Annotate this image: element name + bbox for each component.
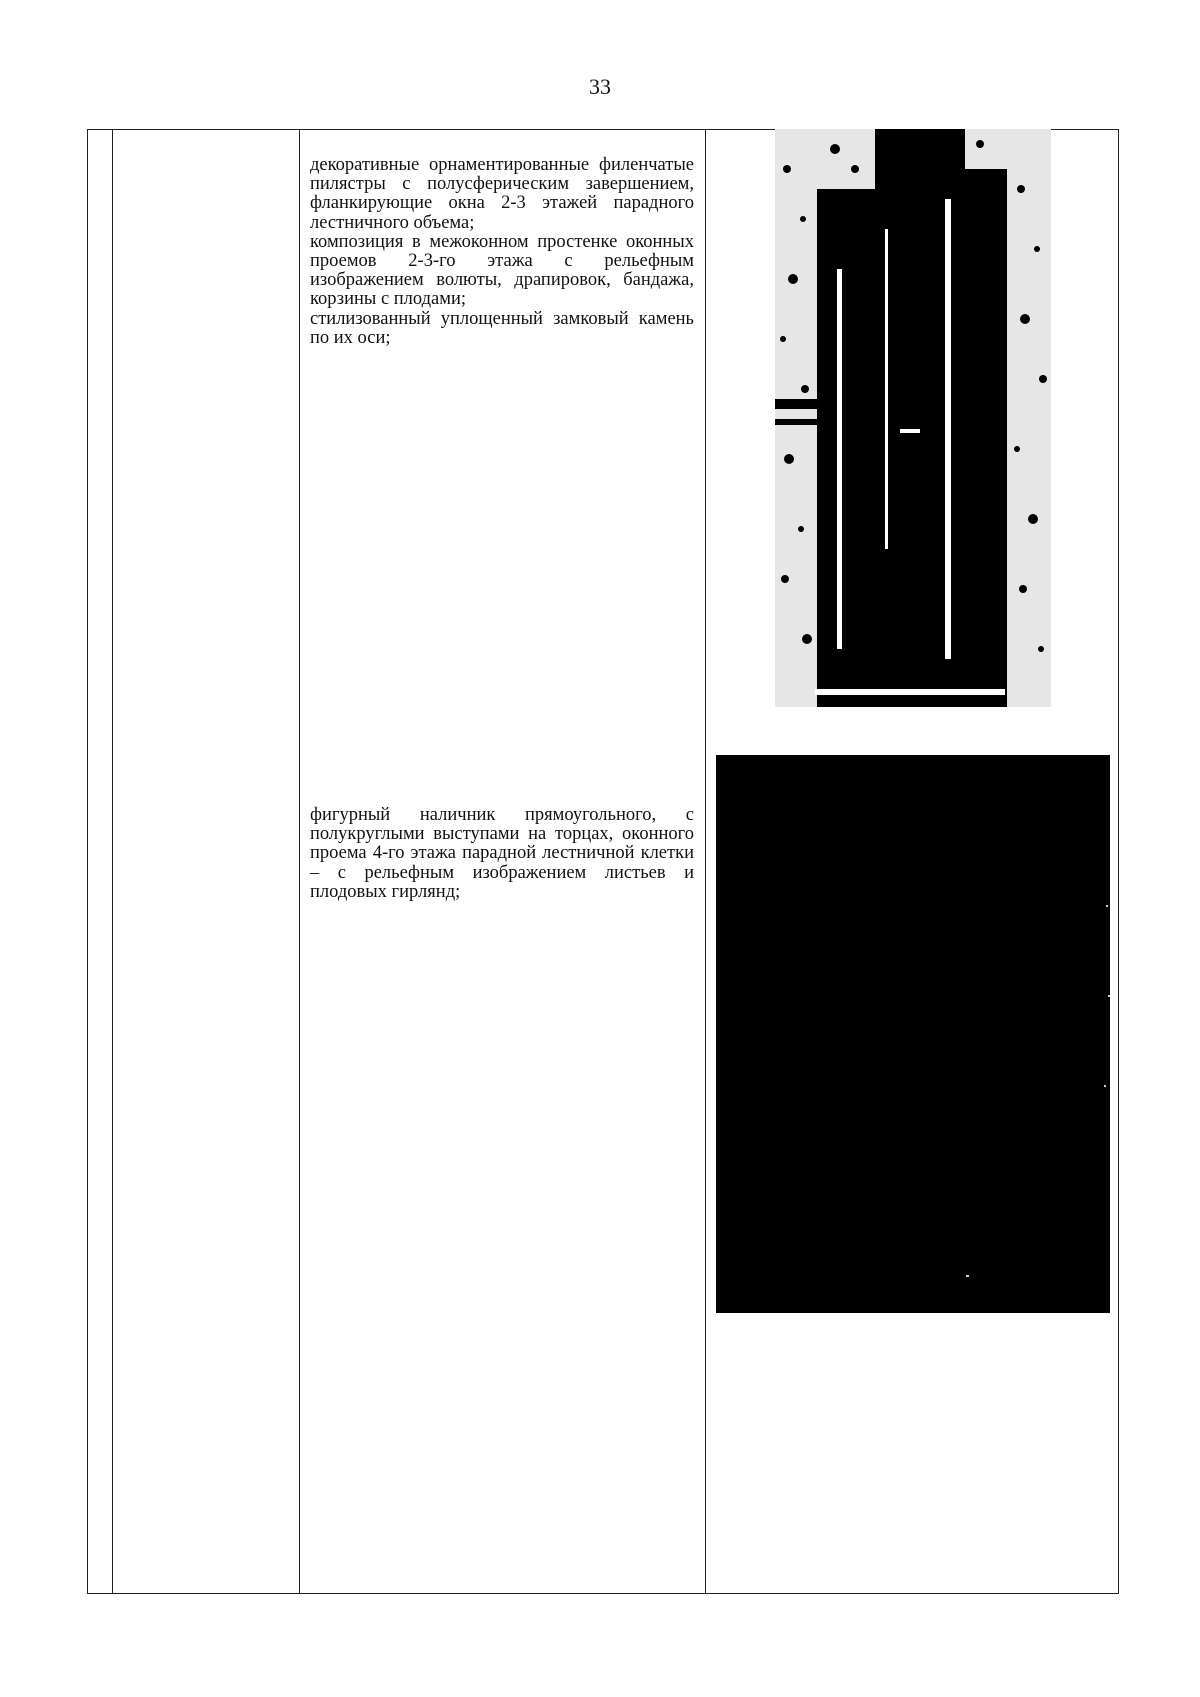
description-paragraph: фигурный наличник прямоугольного, с полукруглыми выступами на торцах, оконного проема 4-го этажа парадной лестничной клетки – с рельефным изображением листьев и плодовых гирлянд;: [310, 805, 694, 902]
table-column-divider: [299, 130, 300, 1593]
window-surround-photo-image: [716, 755, 1110, 1313]
description-block-2: [310, 806, 694, 902]
description-paragraph: стилизованный уплощенный замковый камень по их оси;: [310, 308, 694, 348]
page-number: 33: [589, 74, 611, 99]
facade-pilaster-photo: [775, 129, 1051, 707]
description-paragraph: композиция в межоконном простенке оконных проемов 2-3-го этажа с рельефным изображением волюты, драпировок, бандажа, корзины с плодами;: [310, 231, 694, 310]
table-column-divider: [112, 130, 113, 1593]
description-block-1: [310, 156, 694, 348]
table-column-divider: [705, 130, 706, 1593]
description-paragraph: декоративные орнаментированные филенчатые пилястры с полусферическим завершением, фланкирующие окна 2-3 этажей парадного лестничного объема;: [310, 155, 694, 233]
window-surround-photo: [716, 755, 1110, 1313]
facade-pilaster-photo-image: [775, 129, 1051, 707]
